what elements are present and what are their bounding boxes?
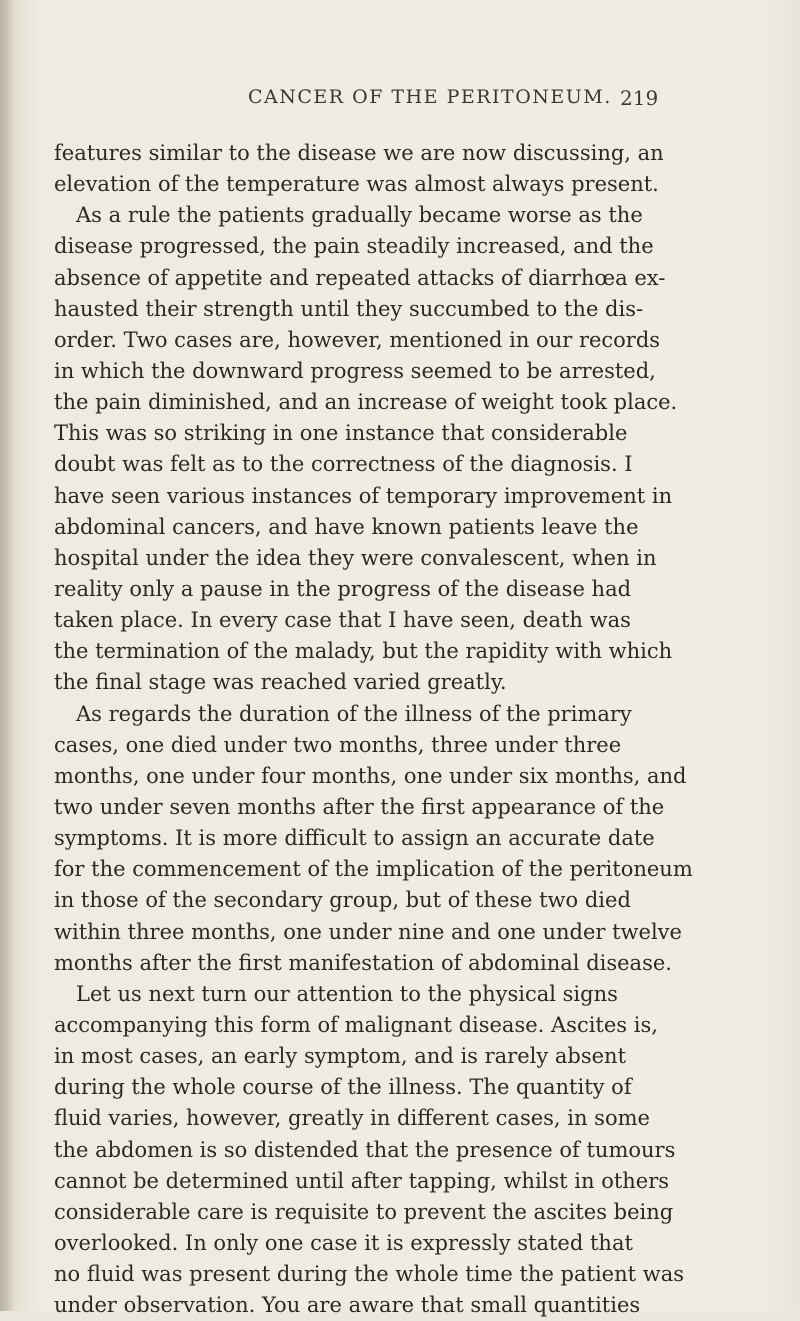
text-line: months, one under four months, one under six months, and <box>54 763 687 788</box>
page-header <box>0 86 800 116</box>
binding-shadow <box>0 0 14 1311</box>
text-line: months after the first manifestation of abdominal disease. <box>54 950 672 975</box>
page-number: 219 <box>620 86 659 110</box>
text-line: the termination of the malady, but the rapidity with which <box>54 639 673 664</box>
text-line: hausted their strength until they succumbed to the dis- <box>54 296 644 321</box>
text-line: taken place. In every case that I have seen, death was <box>54 608 631 633</box>
text-line: in most cases, an early symptom, and is rarely absent <box>54 1044 627 1069</box>
text-line: in those of the secondary group, but of these two died <box>54 888 631 913</box>
text-line: symptoms. It is more difficult to assign an accurate date <box>54 826 655 851</box>
text-line: for the commencement of the implication of the peritoneum <box>54 857 693 882</box>
text-line: under observation. You are aware that small quantities <box>54 1293 641 1318</box>
text-line: cases, one died under two months, three under three <box>54 732 622 757</box>
text-line: during the whole course of the illness. The quantity of <box>54 1075 632 1100</box>
text-line: accompanying this form of malignant disease. Ascites is, <box>54 1012 658 1037</box>
text-line: abdominal cancers, and have known patients leave the <box>54 514 639 539</box>
running-head: CANCER OF THE PERITONEUM. <box>248 86 612 108</box>
text-line: This was so striking in one instance that considerable <box>54 421 628 446</box>
text-line: As a rule the patients gradually became worse as the <box>76 203 643 228</box>
text-line: overlooked. In only one case it is expressly stated that <box>54 1230 633 1255</box>
text-line: elevation of the temperature was almost always present. <box>54 172 659 197</box>
text-line: fluid varies, however, greatly in different cases, in some <box>54 1106 650 1131</box>
text-line: reality only a pause in the progress of the disease had <box>54 576 632 601</box>
text-line: disease progressed, the pain steadily increased, and the <box>54 234 654 259</box>
text-line: Let us next turn our attention to the physical signs <box>76 981 618 1006</box>
body-text <box>54 138 744 1321</box>
text-line: considerable care is requisite to prevent the ascites being <box>54 1199 674 1224</box>
text-line: features similar to the disease we are now discussing, an <box>54 141 664 165</box>
text-line: hospital under the idea they were convalescent, when in <box>54 545 657 570</box>
text-line: the abdomen is so distended that the presence of tumours <box>54 1137 676 1162</box>
text-line: in which the downward progress seemed to be arrested, <box>54 358 656 383</box>
text-line: within three months, one under nine and one under twelve <box>54 919 682 944</box>
text-line: no fluid was present during the whole time the patient was <box>54 1262 684 1287</box>
text-line: the pain diminished, and an increase of weight took place. <box>54 390 678 415</box>
text-line: As regards the duration of the illness of the primary <box>76 701 632 726</box>
text-line: the final stage was reached varied greatly. <box>54 670 507 695</box>
text-line: doubt was felt as to the correctness of the diagnosis. I <box>54 452 633 477</box>
text-line: absence of appetite and repeated attacks of diarrhœa ex- <box>54 265 666 290</box>
text-line: cannot be determined until after tapping, whilst in others <box>54 1168 670 1193</box>
text-line: order. Two cases are, however, mentioned in our records <box>54 327 661 352</box>
text-line: two under seven months after the first appearance of the <box>54 794 665 819</box>
text-line: have seen various instances of temporary improvement in <box>54 483 673 508</box>
